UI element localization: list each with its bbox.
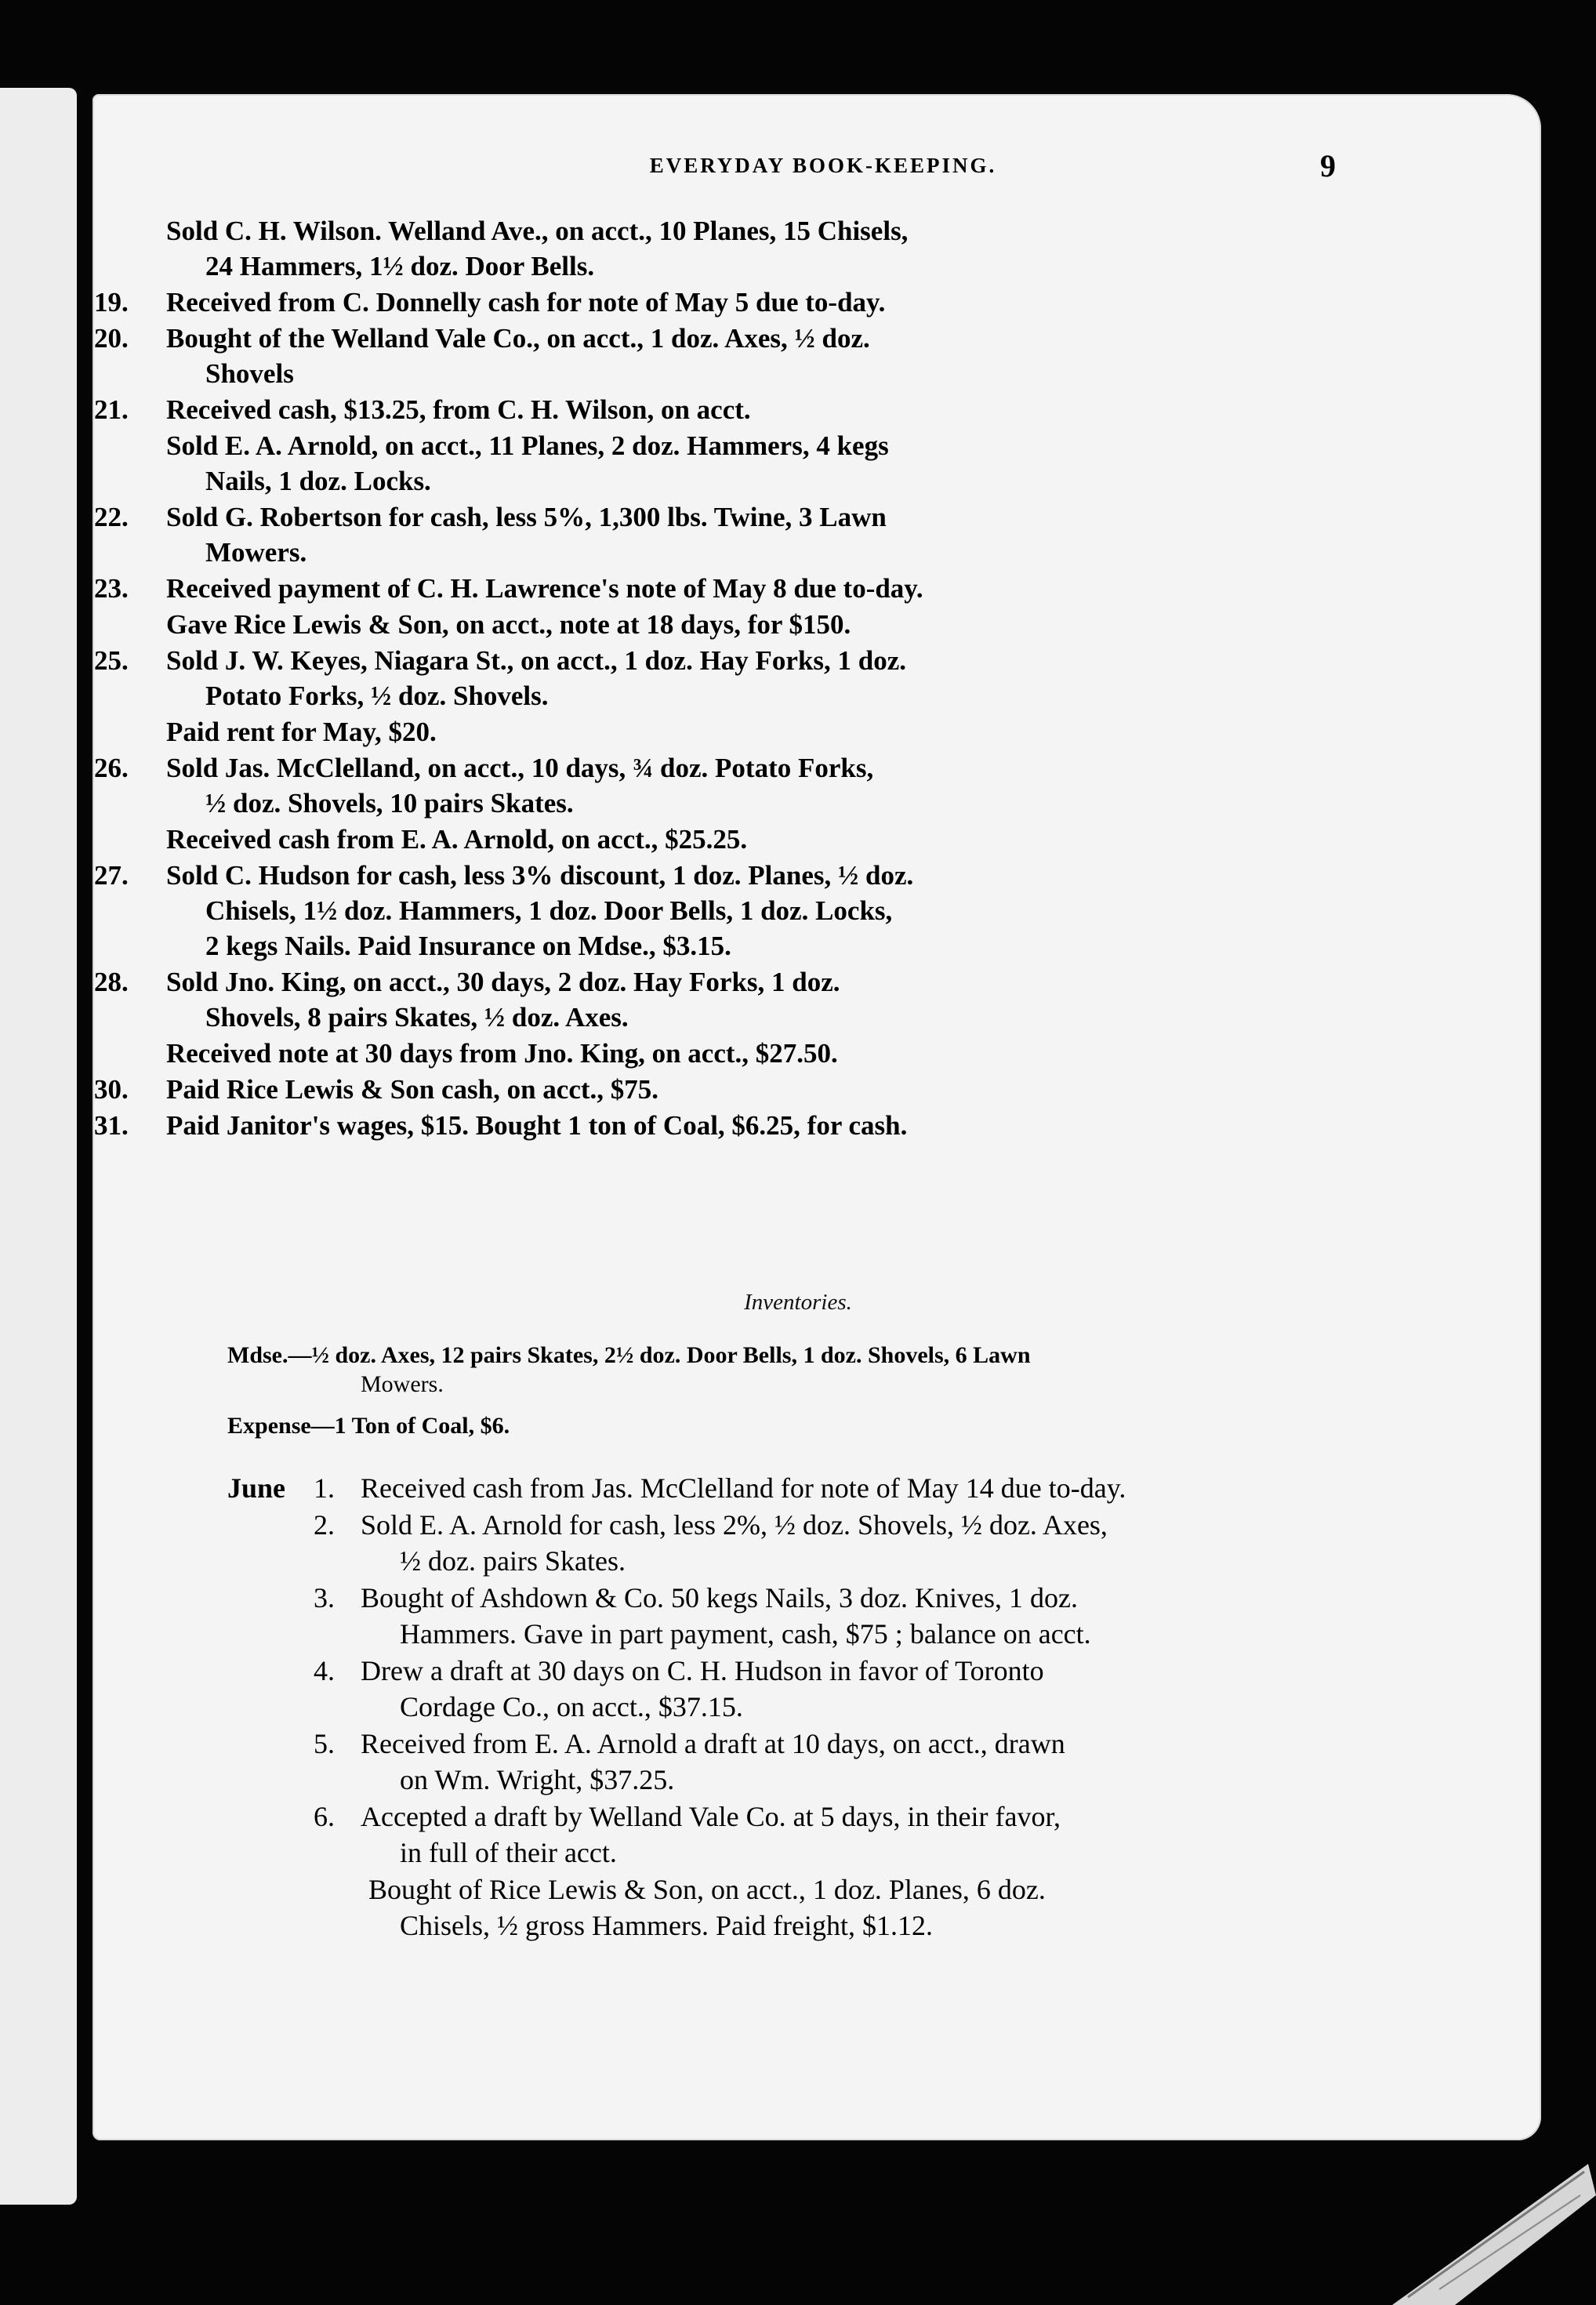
entry-line: Nails, 1 doz. Locks. — [205, 466, 431, 496]
entry-day: 22. — [94, 502, 129, 532]
journal-entry — [94, 1036, 1347, 1071]
entry-line: Sold E. A. Arnold for cash, less 2%, ½ doz. Shovels, ½ doz. Axes, — [361, 1509, 1108, 1541]
journal-entry — [94, 1072, 1347, 1107]
entry-day: 31. — [94, 1110, 129, 1141]
journal-entry — [227, 1470, 1348, 1506]
journal-entry — [94, 285, 1347, 320]
journal-entry — [227, 1580, 1348, 1652]
entry-line: Sold G. Robertson for cash, less 5%, 1,300 lbs. Twine, 3 Lawn — [166, 502, 887, 532]
entry-line: Cordage Co., on acct., $37.15. — [400, 1691, 743, 1722]
journal-entry — [94, 607, 1347, 642]
entry-line: Potato Forks, ½ doz. Shovels. — [205, 681, 549, 711]
journal-entry — [94, 822, 1347, 857]
entry-line: Received payment of C. H. Lawrence's note of May 8 due to-day. — [166, 573, 923, 604]
inventory-expense-line: Expense—1 Ton of Coal, $6. — [227, 1413, 510, 1439]
entry-line: Received cash, $13.25, from C. H. Wilson, on acct. — [166, 394, 751, 425]
entry-day: 5. — [314, 1728, 335, 1759]
entry-line: 24 Hammers, 1½ doz. Door Bells. — [205, 251, 595, 281]
journal-entry — [94, 321, 1347, 391]
entry-day: 20. — [94, 323, 129, 354]
entry-line: Paid Rice Lewis & Son cash, on acct., $75. — [166, 1074, 659, 1105]
entry-day: 19. — [94, 287, 129, 318]
entry-day: 3. — [314, 1582, 335, 1614]
entry-line: Sold C. H. Wilson. Welland Ave., on acct., 10 Planes, 15 Chisels, — [166, 216, 909, 246]
journal-entry — [94, 571, 1347, 606]
inventory-mdse-line: Mowers. — [361, 1371, 444, 1397]
journal-entry — [94, 1108, 1347, 1143]
journal-entry — [94, 499, 1347, 570]
june-journal-entries — [227, 1470, 1348, 1944]
journal-entry — [94, 964, 1347, 1035]
journal-entry — [227, 1653, 1348, 1725]
entry-line: Bought of Rice Lewis & Son, on acct., 1 doz. Planes, 6 doz. — [368, 1874, 1046, 1905]
entry-line: Sold Jas. McClelland, on acct., 10 days, ¾ doz. Potato Forks, — [166, 753, 874, 783]
entry-day: 21. — [94, 394, 129, 425]
entry-day: 28. — [94, 967, 129, 997]
journal-entry — [94, 750, 1347, 821]
entry-line: Received from C. Donnelly cash for note of May 5 due to-day. — [166, 287, 886, 318]
entry-day: 4. — [314, 1655, 335, 1686]
entry-line: Shovels, 8 pairs Skates, ½ doz. Axes. — [205, 1002, 629, 1033]
entry-day: 1. — [314, 1472, 335, 1504]
entry-line: Bought of the Welland Vale Co., on acct., 1 doz. Axes, ½ doz. — [166, 323, 870, 354]
journal-entry — [227, 1871, 1348, 1944]
journal-entry — [227, 1799, 1348, 1871]
entry-day: 25. — [94, 645, 129, 676]
running-head: EVERYDAY BOOK-KEEPING. — [649, 154, 997, 177]
entry-line: ½ doz. Shovels, 10 pairs Skates. — [205, 788, 574, 819]
entry-line: Received note at 30 days from Jno. King, on acct., $27.50. — [166, 1038, 838, 1069]
journal-entry — [94, 858, 1347, 964]
entry-line: Sold J. W. Keyes, Niagara St., on acct., 1 doz. Hay Forks, 1 doz. — [166, 645, 907, 676]
journal-entry — [94, 643, 1347, 713]
entry-day: 23. — [94, 573, 129, 604]
entry-line: Chisels, ½ gross Hammers. Paid freight, $1.12. — [400, 1910, 933, 1941]
page-number: 9 — [1320, 148, 1336, 183]
entry-line: 2 kegs Nails. Paid Insurance on Mdse., $3.15. — [205, 931, 731, 961]
entry-line: ½ doz. pairs Skates. — [400, 1545, 626, 1577]
entry-line: Chisels, 1½ doz. Hammers, 1 doz. Door Bells, 1 doz. Locks, — [205, 895, 893, 926]
entry-line: Bought of Ashdown & Co. 50 kegs Nails, 3 doz. Knives, 1 doz. — [361, 1582, 1078, 1614]
entry-line: Received cash from Jas. McClelland for note of May 14 due to-day. — [361, 1472, 1126, 1504]
folded-corner-mark — [1361, 2007, 1596, 2305]
journal-entry — [94, 392, 1347, 427]
entry-line: Accepted a draft by Welland Vale Co. at 5 days, in their favor, — [361, 1801, 1061, 1832]
journal-entry — [94, 213, 1347, 284]
entry-day: 30. — [94, 1074, 129, 1105]
journal-entry — [227, 1726, 1348, 1798]
entry-line: in full of their acct. — [400, 1837, 617, 1868]
journal-entry — [94, 714, 1347, 750]
inventory-mdse-line: Mdse.—½ doz. Axes, 12 pairs Skates, 2½ doz. Door Bells, 1 doz. Shovels, 6 Lawn — [227, 1342, 1031, 1368]
entry-day: 6. — [314, 1801, 335, 1832]
journal-entry — [227, 1507, 1348, 1579]
entry-line: on Wm. Wright, $37.25. — [400, 1764, 675, 1795]
entry-line: Drew a draft at 30 days on C. H. Hudson in favor of Toronto — [361, 1655, 1044, 1686]
entry-line: Sold C. Hudson for cash, less 3% discount, 1 doz. Planes, ½ doz. — [166, 860, 914, 891]
entry-line: Sold Jno. King, on acct., 30 days, 2 doz. Hay Forks, 1 doz. — [166, 967, 840, 997]
inventories-block — [227, 1341, 1348, 1440]
journal-entry — [94, 428, 1347, 499]
entry-day: 2. — [314, 1509, 335, 1541]
entry-line: Shovels — [205, 358, 294, 389]
entry-line: Mowers. — [205, 537, 307, 568]
may-journal-entries — [94, 213, 1347, 1144]
entry-line: Received cash from E. A. Arnold, on acct., $25.25. — [166, 824, 748, 855]
entry-line: Sold E. A. Arnold, on acct., 11 Planes, 2 doz. Hammers, 4 kegs — [166, 430, 889, 461]
entry-day: 26. — [94, 753, 129, 783]
inventories-heading: Inventories. — [744, 1290, 852, 1315]
entry-line: Hammers. Gave in part payment, cash, $75 ; balance on acct. — [400, 1618, 1091, 1650]
entry-day: 27. — [94, 860, 129, 891]
entry-line: Paid rent for May, $20. — [166, 717, 437, 747]
entry-line: Received from E. A. Arnold a draft at 10 days, on acct., drawn — [361, 1728, 1065, 1759]
entry-line: Gave Rice Lewis & Son, on acct., note at 18 days, for $150. — [166, 609, 851, 640]
facing-page-edge — [0, 88, 77, 2205]
entry-line: Paid Janitor's wages, $15. Bought 1 ton of Coal, $6.25, for cash. — [166, 1110, 908, 1141]
month-label: June — [227, 1472, 286, 1504]
